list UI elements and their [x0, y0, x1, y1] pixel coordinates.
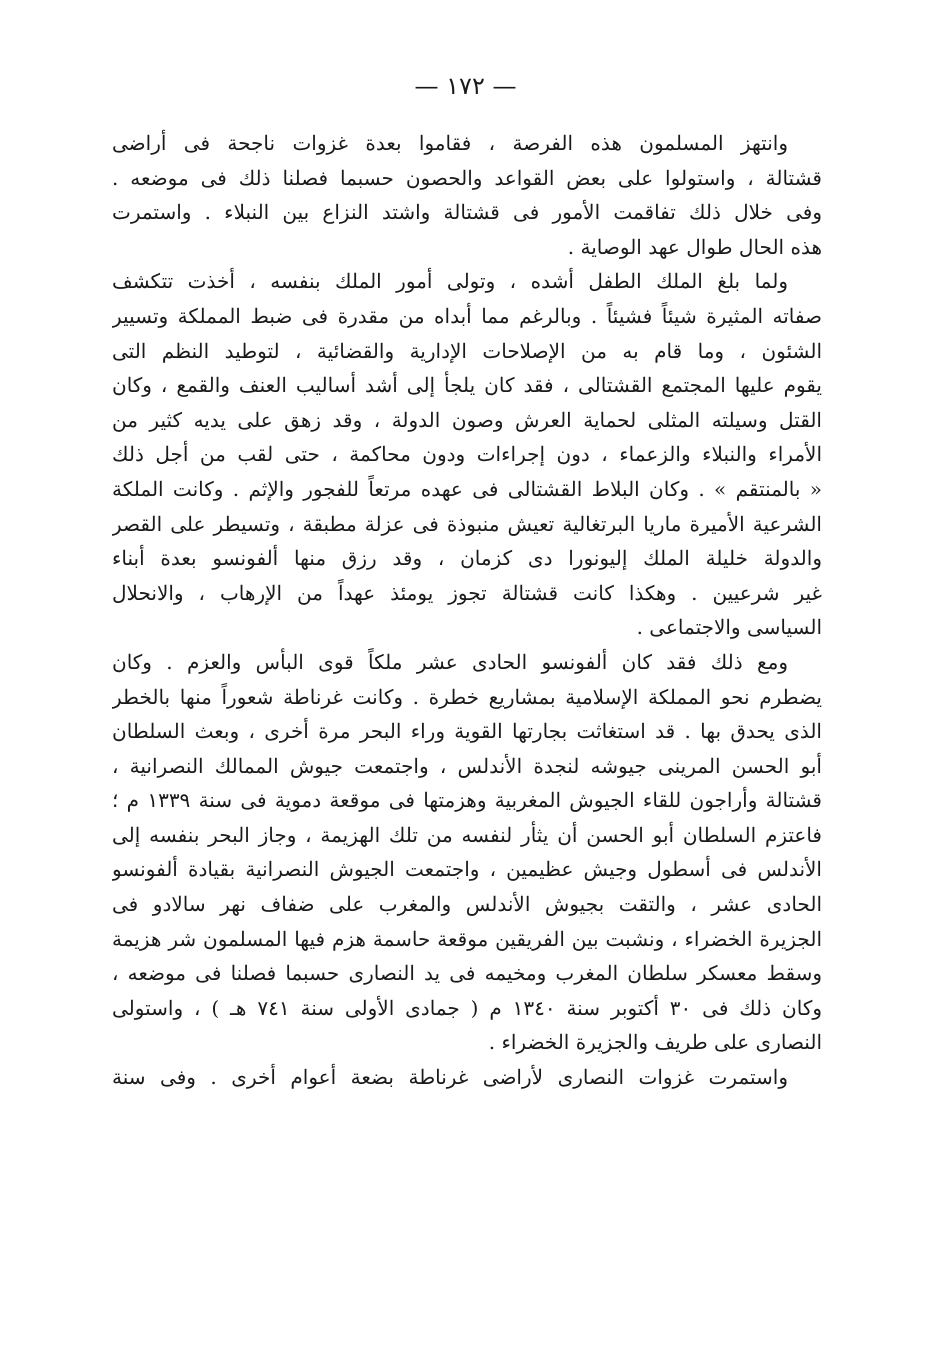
text-line: الجزيرة الخضراء ، ونشبت بين الفريقين موقعة حاسمة هزم فيها المسلمون شر هزيمة [112, 926, 822, 951]
paragraph [112, 126, 822, 264]
text-line: « بالمنتقم » . وكان البلاط القشتالى فى عهده مرتعاً للفجور والإثم . وكانت الملكة [112, 476, 822, 501]
text-line: فاعتزم السلطان أبو الحسن أن يثأر لنفسه من تلك الهزيمة ، وجاز البحر بنفسه إلى [112, 822, 822, 847]
text-line: الحادى عشر ، والتقت بجيوش الأندلس والمغرب على ضفاف نهر سالادو فى [112, 892, 822, 917]
paragraph [112, 645, 822, 1060]
text-line: قشتالة ، واستولوا على بعض القواعد والحصون حسبما فصلنا ذلك فى موضعه . [112, 165, 822, 190]
text-line: الأندلس فى أسطول وجيش عظيمين ، واجتمعت الجيوش النصرانية بقيادة ألفونسو [112, 857, 822, 882]
text-line: هذه الحال طوال عهد الوصاية . [567, 234, 822, 259]
text-line: قشتالة وأراجون للقاء الجيوش المغربية وهزمتها فى موقعة دموية فى سنة ١٣٣٩ م ؛ [112, 788, 822, 813]
paragraph [112, 1060, 822, 1095]
text-line: الذى يحدق بها . قد استغاثت بجارتها القوية وراء البحر مرة أخرى ، وبعث السلطان [112, 719, 822, 744]
text-line: السياسى والاجتماعى . [636, 615, 822, 640]
text-line: وانتهز المسلمون هذه الفرصة ، فقاموا بعدة غزوات ناجحة فى أراضى [112, 131, 788, 155]
text-line: واستمرت غزوات النصارى لأراضى غرناطة بضعة أعوام أخرى . وفى سنة [112, 1065, 788, 1090]
text-line: النصارى على طريف والجزيرة الخضراء . [488, 1030, 822, 1055]
text-line: ولما بلغ الملك الطفل أشده ، وتولى أمور الملك بنفسه ، أخذت تتكشف [112, 269, 788, 294]
text-line: وفى خلال ذلك تفاقمت الأمور فى قشتالة واشتد النزاع بين النبلاء . واستمرت [112, 200, 822, 225]
text-line: غير شرعيين . وهكذا كانت قشتالة تجوز يومئذ عهداً من الإرهاب ، والانحلال [112, 580, 822, 605]
text-line: وكان ذلك فى ٣٠ أكتوبر سنة ١٣٤٠ م ( جمادى الأولى سنة ٧٤١ هـ ) ، واستولى [112, 995, 822, 1020]
text-line: ومع ذلك فقد كان ألفونسو الحادى عشر ملكاً قوى البأس والعزم . وكان [112, 649, 788, 674]
paragraph [112, 264, 822, 645]
page-number: — ١٧٢ — [414, 72, 517, 100]
text-line: الشئون ، وما قام به من الإصلاحات الإدارية والقضائية ، لتوطيد النظم التى [112, 338, 822, 363]
text-line: يقوم عليها المجتمع القشتالى ، فقد كان يلجأ إلى أشد أساليب العنف والقمع ، وكان [112, 373, 822, 398]
text-line: الشرعية الأميرة ماريا البرتغالية تعيش منبوذة فى عزلة مطبقة ، وتسيطر على القصر [112, 511, 822, 536]
text-line: أبو الحسن المرينى جيوشه لنجدة الأندلس ، واجتمعت جيوش الممالك النصرانية ، [112, 753, 822, 778]
text-line: يضطرم نحو المملكة الإسلامية بمشاريع خطرة . وكانت غرناطة شعوراً منها بالخطر [112, 684, 822, 709]
text-line: صفاته المثيرة شيئاً فشيئاً . وبالرغم مما أبداه من مقدرة فى ضبط المملكة وتسيير [112, 303, 822, 328]
text-line: القتل وسيلته المثلى لحماية العرش وصون الدولة ، وقد زهق على يديه كثير من [112, 407, 822, 432]
body-text [112, 126, 822, 1095]
text-line: وسقط معسكر سلطان المغرب ومخيمه فى يد النصارى حسبما فصلنا فى موضعه ، [112, 961, 822, 986]
text-line: والدولة خليلة الملك إليونورا دى كزمان ، وقد رزق منها ألفونسو بعدة أبناء [112, 546, 822, 571]
text-line: الأمراء والنبلاء والزعماء ، دون إجراءات ودون محاكمة ، حتى لقب من أجل ذلك [112, 442, 822, 467]
